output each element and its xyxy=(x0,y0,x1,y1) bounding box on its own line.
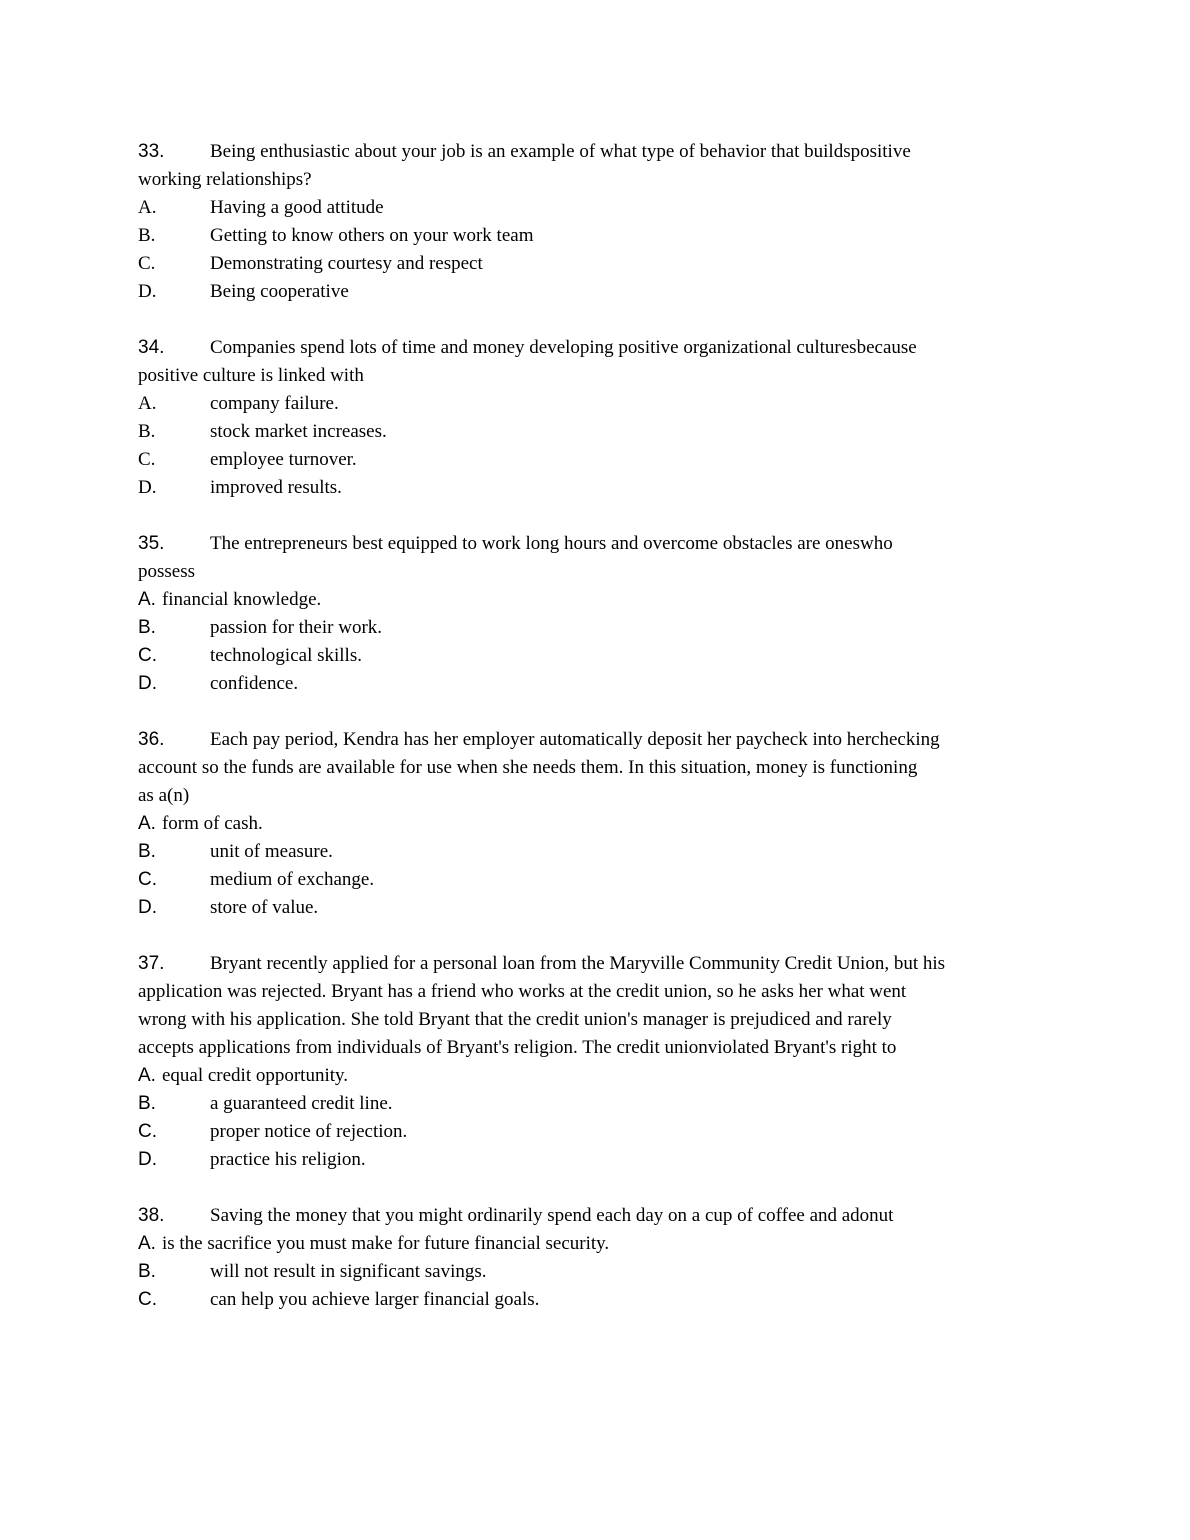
option-row xyxy=(138,418,1150,446)
option-row xyxy=(138,670,1150,698)
option-letter: D. xyxy=(138,1149,157,1170)
option-row xyxy=(138,838,1150,866)
question-text xyxy=(138,950,1150,1062)
option-row xyxy=(138,390,1150,418)
option-letter: C. xyxy=(138,1289,157,1310)
question-number: 37. xyxy=(138,953,165,974)
question-number: 38. xyxy=(138,1205,165,1226)
question-text-line: positive culture is linked with xyxy=(138,365,364,386)
option-letter: B. xyxy=(138,841,156,862)
option-row xyxy=(138,278,1150,306)
question-text xyxy=(138,530,1150,586)
option-letter: A. xyxy=(138,1233,156,1254)
option-row xyxy=(138,866,1150,894)
option-text: stock market increases. xyxy=(210,421,387,442)
option-text: Having a good attitude xyxy=(210,197,384,218)
option-letter: D. xyxy=(138,897,157,918)
option-letter: C. xyxy=(138,253,156,274)
question-text-line: Bryant recently applied for a personal loan from the Maryville Community Credit Union, but his xyxy=(210,953,946,974)
question-text xyxy=(138,138,1150,194)
option-text: company failure. xyxy=(210,393,339,414)
option-letter: A. xyxy=(138,589,156,610)
option-text: employee turnover. xyxy=(210,449,357,470)
option-row xyxy=(138,1118,1150,1146)
option-letter: B. xyxy=(138,421,156,442)
option-letter: C. xyxy=(138,869,157,890)
option-letter: B. xyxy=(138,1093,156,1114)
question-text xyxy=(138,334,1150,390)
question-block xyxy=(138,138,1150,306)
option-text: medium of exchange. xyxy=(210,869,375,890)
option-letter: C. xyxy=(138,645,157,666)
option-text: equal credit opportunity. xyxy=(161,1065,349,1086)
option-row xyxy=(138,1230,1150,1258)
question-block xyxy=(138,950,1150,1174)
option-row xyxy=(138,474,1150,502)
option-letter: D. xyxy=(138,281,157,302)
question-text-line: possess xyxy=(138,561,196,582)
option-text: practice his religion. xyxy=(210,1149,366,1170)
option-letter: A. xyxy=(138,197,157,218)
question-text-line: Saving the money that you might ordinarily spend each day on a cup of coffee and adonut xyxy=(210,1205,894,1226)
option-row xyxy=(138,586,1150,614)
option-text: will not result in significant savings. xyxy=(210,1261,487,1282)
option-text: Demonstrating courtesy and respect xyxy=(210,253,483,274)
question-text-line: working relationships? xyxy=(138,169,312,190)
option-text: financial knowledge. xyxy=(161,589,322,610)
question-number: 33. xyxy=(138,141,165,162)
question-text-line: as a(n) xyxy=(138,785,190,806)
option-row xyxy=(138,250,1150,278)
option-text: form of cash. xyxy=(161,813,263,834)
option-row xyxy=(138,614,1150,642)
question-text-line: Companies spend lots of time and money developing positive organizational culturesbecause xyxy=(210,337,917,358)
option-letter: D. xyxy=(138,477,157,498)
option-text: passion for their work. xyxy=(210,617,383,638)
option-row xyxy=(138,894,1150,922)
option-text: can help you achieve larger financial goals. xyxy=(210,1289,540,1310)
question-block xyxy=(138,726,1150,922)
option-row xyxy=(138,1090,1150,1118)
option-text: technological skills. xyxy=(210,645,362,666)
question-text-line: Each pay period, Kendra has her employer automatically deposit her paycheck into herchecking xyxy=(210,729,940,750)
question-number: 36. xyxy=(138,729,165,750)
option-letter: B. xyxy=(138,1261,156,1282)
question-text xyxy=(138,726,1150,810)
option-row xyxy=(138,1286,1150,1314)
question-block xyxy=(138,530,1150,698)
option-row xyxy=(138,1062,1150,1090)
option-letter: B. xyxy=(138,225,156,246)
option-text: Being cooperative xyxy=(210,281,349,302)
option-text: proper notice of rejection. xyxy=(210,1121,408,1142)
question-number: 35. xyxy=(138,533,165,554)
option-row xyxy=(138,1258,1150,1286)
option-letter: D. xyxy=(138,673,157,694)
question-number: 34. xyxy=(138,337,165,358)
question-block xyxy=(138,334,1150,502)
option-text: improved results. xyxy=(210,477,342,498)
option-letter: C. xyxy=(138,1121,157,1142)
option-text: is the sacrifice you must make for future financial security. xyxy=(161,1233,610,1254)
option-letter: C. xyxy=(138,449,156,470)
option-letter: A. xyxy=(138,393,157,414)
option-row xyxy=(138,446,1150,474)
question-block xyxy=(138,1202,1150,1314)
option-letter: A. xyxy=(138,1065,156,1086)
option-text: confidence. xyxy=(210,673,299,694)
question-text-line: Being enthusiastic about your job is an example of what type of behavior that buildspositive xyxy=(210,141,911,162)
option-letter: B. xyxy=(138,617,156,638)
question-text-line: application was rejected. Bryant has a friend who works at the credit union, so he asks her what went xyxy=(138,981,907,1002)
question-text-line: The entrepreneurs best equipped to work long hours and overcome obstacles are oneswho xyxy=(210,533,893,554)
option-row xyxy=(138,222,1150,250)
option-text: a guaranteed credit line. xyxy=(210,1093,393,1114)
question-text xyxy=(138,1202,1150,1230)
option-row xyxy=(138,1146,1150,1174)
question-text-line: accepts applications from individuals of Bryant's religion. The credit unionviolated Bryant's right to xyxy=(138,1037,897,1058)
question-text-line: account so the funds are available for use when she needs them. In this situation, money is functioning xyxy=(138,757,918,778)
option-row xyxy=(138,642,1150,670)
question-text-line: wrong with his application. She told Bryant that the credit union's manager is prejudiced and rarely xyxy=(138,1009,892,1030)
option-text: Getting to know others on your work team xyxy=(210,225,534,246)
option-letter: A. xyxy=(138,813,156,834)
option-text: unit of measure. xyxy=(210,841,333,862)
option-text: store of value. xyxy=(210,897,319,918)
option-row xyxy=(138,194,1150,222)
option-row xyxy=(138,810,1150,838)
